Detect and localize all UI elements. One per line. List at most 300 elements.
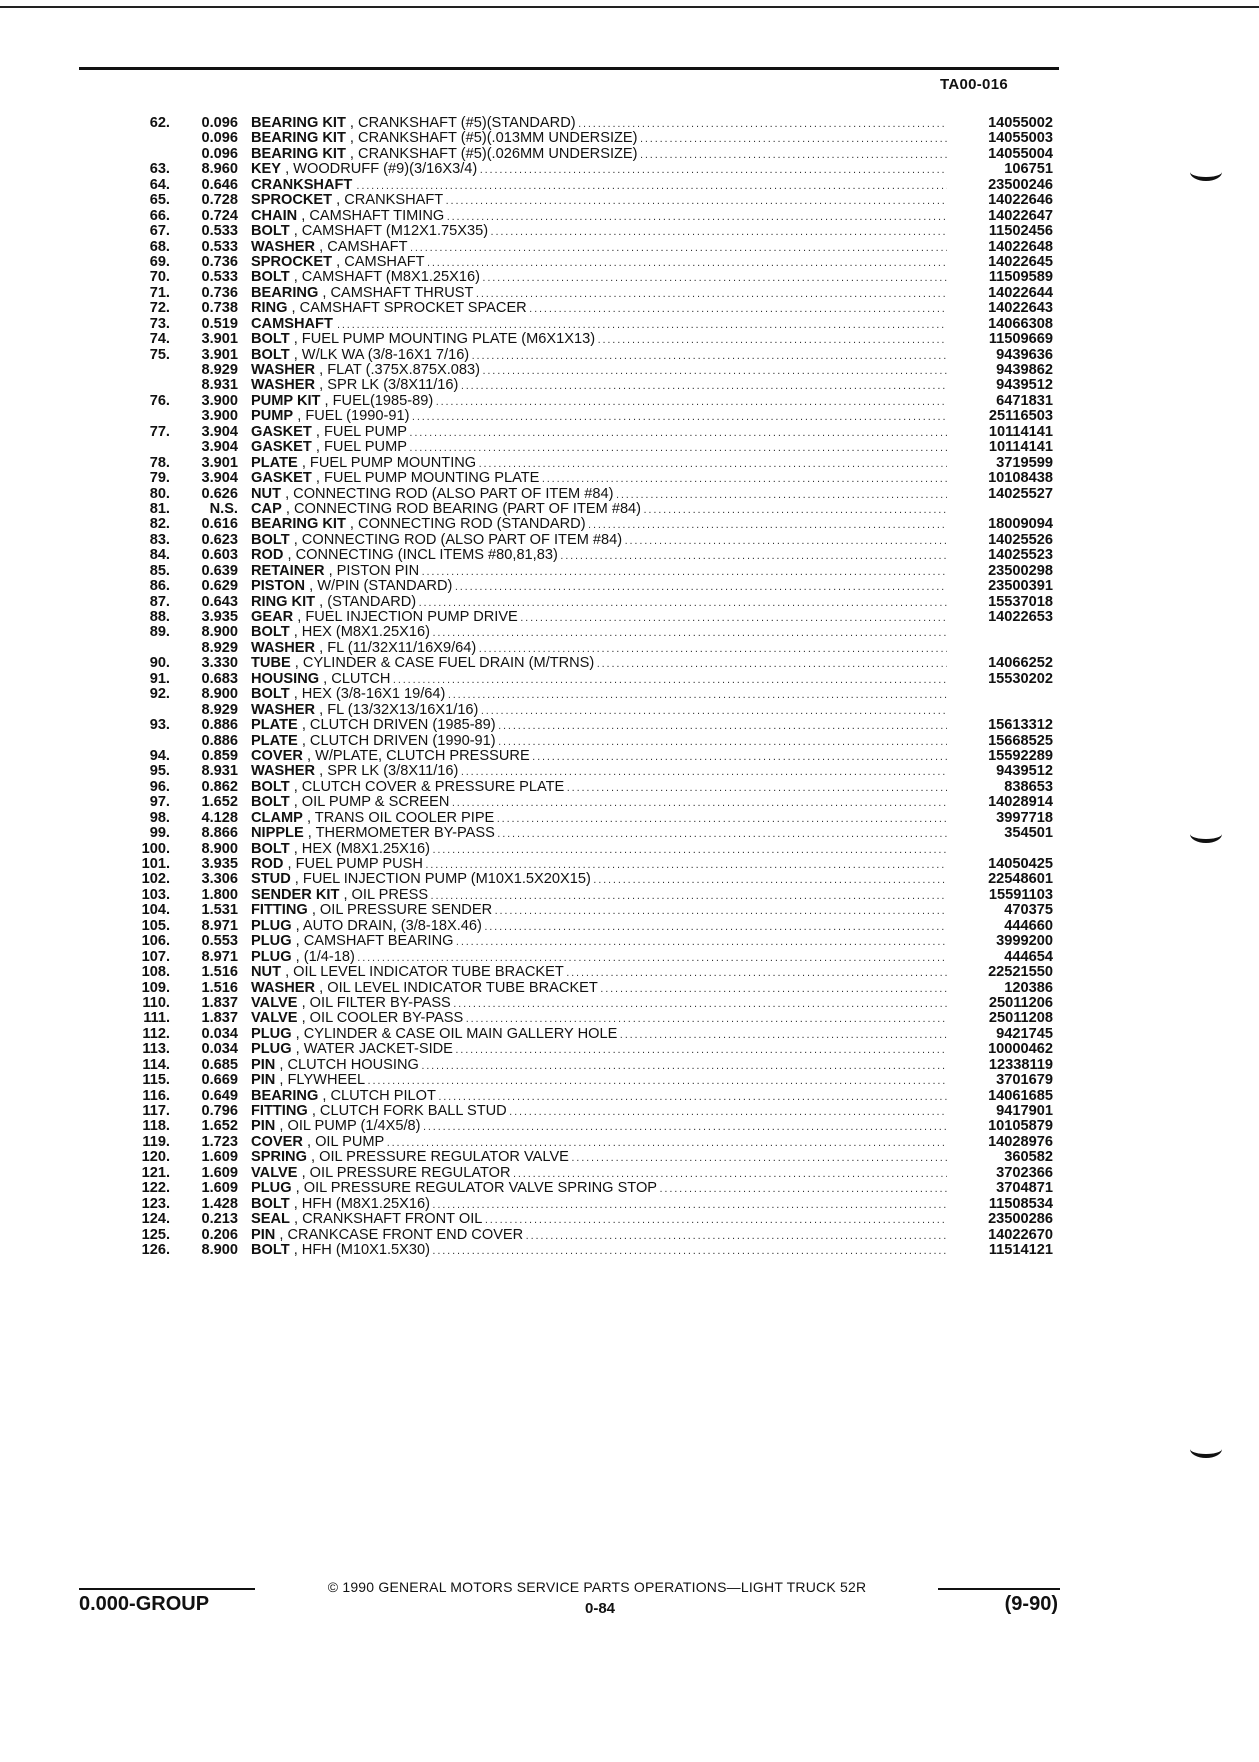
part-number: 11514121 bbox=[988, 1241, 1053, 1258]
part-row bbox=[0, 1212, 1259, 1227]
part-number: 15668525 bbox=[988, 732, 1053, 749]
part-name: SPROCKET bbox=[251, 193, 333, 209]
part-description-text: , CRANKSHAFT FRONT OIL bbox=[293, 1212, 483, 1228]
group-number: 0.886 bbox=[201, 732, 238, 749]
part-number: 14022643 bbox=[988, 300, 1053, 317]
part-number: 120386 bbox=[1004, 979, 1053, 996]
part-number: 9439512 bbox=[996, 763, 1053, 780]
part-description bbox=[251, 1181, 947, 1197]
group-number: 8.931 bbox=[201, 763, 238, 780]
group-number: 3.901 bbox=[201, 331, 238, 348]
part-number: 3701679 bbox=[996, 1072, 1053, 1089]
item-number: 122. bbox=[141, 1180, 170, 1197]
part-description bbox=[251, 1027, 947, 1043]
part-description-text: , W/PLATE, CLUTCH PRESSURE bbox=[306, 748, 530, 764]
part-description-text: , SPR LK (3/8X11/16) bbox=[319, 764, 459, 780]
part-row bbox=[0, 378, 1259, 393]
group-number: 0.646 bbox=[201, 176, 238, 193]
part-description-text: , OIL PRESS bbox=[343, 887, 429, 903]
group-number: 0.096 bbox=[201, 115, 238, 131]
part-row bbox=[0, 1243, 1259, 1258]
part-description-text: , CAMSHAFT bbox=[319, 239, 408, 255]
part-name: ROD bbox=[251, 857, 284, 872]
part-number: 25011206 bbox=[988, 994, 1053, 1011]
footer-rule-right bbox=[938, 1588, 1060, 1590]
part-description bbox=[251, 270, 947, 286]
part-number: 14025527 bbox=[988, 485, 1053, 502]
part-name: PLATE bbox=[251, 733, 298, 749]
part-name: PLUG bbox=[251, 918, 292, 934]
part-description bbox=[251, 579, 947, 595]
item-number: 93. bbox=[149, 717, 170, 734]
part-row bbox=[0, 131, 1259, 146]
part-description bbox=[251, 595, 947, 611]
part-number: 10105879 bbox=[988, 1118, 1053, 1135]
part-name: WASHER bbox=[251, 702, 316, 718]
item-number: 83. bbox=[149, 531, 170, 548]
part-number: 14025523 bbox=[988, 547, 1053, 564]
part-description-text: , CAMSHAFT THRUST bbox=[322, 285, 474, 301]
item-number: 119. bbox=[142, 1133, 170, 1150]
part-number: 12338119 bbox=[988, 1056, 1053, 1073]
item-number: 68. bbox=[149, 238, 170, 255]
part-description-text: , CLUTCH HOUSING bbox=[279, 1057, 419, 1073]
part-description-text: , SPR LK (3/8X11/16) bbox=[319, 378, 459, 394]
part-description bbox=[251, 548, 947, 564]
part-number: 14050425 bbox=[988, 856, 1053, 872]
group-number: 0.519 bbox=[201, 315, 238, 332]
group-number: 0.738 bbox=[201, 300, 238, 317]
group-number: 3.904 bbox=[201, 470, 238, 487]
part-row bbox=[0, 255, 1259, 270]
part-description-text: , CONNECTING ROD (ALSO PART OF ITEM #84) bbox=[293, 532, 623, 548]
group-number: 3.306 bbox=[201, 871, 238, 888]
part-row bbox=[0, 409, 1259, 424]
group-number: 1.652 bbox=[201, 794, 238, 811]
part-name: BEARING bbox=[251, 1088, 319, 1104]
part-name: BOLT bbox=[251, 224, 290, 240]
part-name: KEY bbox=[251, 162, 282, 178]
footer-rule-left bbox=[79, 1588, 255, 1590]
part-row bbox=[0, 1119, 1259, 1134]
part-description-text: , CONNECTING ROD (ALSO PART OF ITEM #84) bbox=[285, 486, 614, 502]
part-row bbox=[0, 425, 1259, 440]
part-name: PLUG bbox=[251, 949, 292, 965]
part-number: 14022653 bbox=[988, 609, 1053, 625]
group-number: 1.800 bbox=[201, 886, 238, 903]
item-number: 69. bbox=[149, 253, 170, 270]
part-name: PIN bbox=[251, 1073, 276, 1089]
part-row bbox=[0, 965, 1259, 980]
part-row bbox=[0, 780, 1259, 795]
group-number: 0.626 bbox=[201, 485, 238, 502]
part-row bbox=[0, 517, 1259, 532]
footer-group-label: 0.000-GROUP bbox=[79, 1593, 210, 1615]
part-name: BEARING KIT bbox=[251, 131, 346, 147]
part-name: PLUG bbox=[251, 1026, 292, 1042]
part-description-text: , CAMSHAFT bbox=[336, 254, 425, 270]
item-number: 84. bbox=[149, 547, 170, 564]
item-number: 64. bbox=[149, 176, 170, 193]
part-name: PIN bbox=[251, 1057, 276, 1073]
group-number: 3.904 bbox=[201, 439, 238, 456]
part-row bbox=[0, 286, 1259, 301]
part-row bbox=[0, 687, 1259, 702]
group-number: 8.929 bbox=[201, 639, 238, 656]
part-description-text: , OIL PRESSURE SENDER bbox=[311, 903, 493, 919]
part-row bbox=[0, 1197, 1259, 1212]
item-number: 102. bbox=[141, 871, 170, 888]
part-description bbox=[251, 131, 947, 147]
group-number: 3.904 bbox=[201, 423, 238, 440]
part-name: BOLT bbox=[251, 687, 290, 703]
part-number: 444654 bbox=[1004, 948, 1053, 965]
part-description bbox=[251, 1011, 947, 1027]
item-number: 66. bbox=[149, 207, 170, 224]
part-number: 14055002 bbox=[988, 115, 1053, 131]
part-description bbox=[251, 1228, 947, 1244]
part-row bbox=[0, 224, 1259, 239]
part-number: 15591103 bbox=[988, 886, 1053, 903]
part-description bbox=[251, 826, 947, 842]
part-number: 6471831 bbox=[996, 392, 1053, 409]
item-number: 90. bbox=[149, 655, 170, 672]
group-number: 0.553 bbox=[201, 933, 238, 950]
item-number: 110. bbox=[142, 994, 170, 1011]
part-name: HOUSING bbox=[251, 671, 320, 687]
part-description-text: , TRANS OIL COOLER PIPE bbox=[306, 810, 495, 826]
part-number: 11509589 bbox=[988, 269, 1053, 286]
part-name: RING KIT bbox=[251, 594, 316, 610]
group-number: 0.096 bbox=[201, 145, 238, 162]
part-description bbox=[251, 981, 947, 997]
item-number: 114. bbox=[142, 1056, 170, 1073]
part-row bbox=[0, 749, 1259, 764]
group-number: 8.866 bbox=[201, 825, 238, 842]
group-number: 0.685 bbox=[201, 1056, 238, 1073]
part-row bbox=[0, 888, 1259, 903]
part-description bbox=[251, 965, 947, 981]
group-number: 3.901 bbox=[201, 454, 238, 471]
part-description bbox=[251, 1042, 947, 1058]
part-number: 14055003 bbox=[988, 130, 1053, 147]
item-number: 95. bbox=[149, 763, 170, 780]
part-description-text: , CONNECTING (INCL ITEMS #80,81,83) bbox=[287, 548, 558, 564]
group-number: 0.639 bbox=[201, 562, 238, 579]
part-description-text: , HFH (M8X1.25X16) bbox=[293, 1196, 430, 1212]
part-number: 25011208 bbox=[988, 1010, 1053, 1027]
part-number: 9417901 bbox=[996, 1103, 1053, 1119]
part-description-text: , PISTON PIN bbox=[328, 563, 420, 579]
part-description-text: , FUEL PUMP MOUNTING bbox=[301, 455, 477, 471]
part-number: 838653 bbox=[1004, 778, 1053, 795]
group-number: 1.531 bbox=[201, 902, 238, 919]
part-name: BEARING KIT bbox=[251, 517, 346, 533]
part-description bbox=[251, 409, 947, 425]
item-number: 101. bbox=[141, 856, 170, 872]
part-name: BEARING bbox=[251, 285, 319, 301]
part-description-text: , CAMSHAFT (M8X1.25X16) bbox=[293, 270, 480, 286]
group-number: 3.900 bbox=[201, 408, 238, 425]
part-name: ROD bbox=[251, 548, 284, 564]
item-number: 103. bbox=[141, 886, 170, 903]
item-number: 89. bbox=[149, 624, 170, 641]
part-description bbox=[251, 1197, 947, 1213]
part-description-text: , CAMSHAFT TIMING bbox=[301, 208, 445, 224]
part-number: 14028914 bbox=[988, 794, 1053, 811]
part-description bbox=[251, 857, 947, 873]
item-number: 79. bbox=[149, 470, 170, 487]
part-number: 14022645 bbox=[988, 253, 1053, 270]
part-name: BOLT bbox=[251, 1242, 290, 1258]
group-number: 1.516 bbox=[201, 964, 238, 981]
item-number: 126. bbox=[141, 1241, 170, 1258]
group-number: 8.900 bbox=[201, 624, 238, 641]
part-row bbox=[0, 1166, 1259, 1181]
part-description-text: , OIL PUMP bbox=[306, 1134, 385, 1150]
part-description bbox=[251, 147, 947, 163]
part-description bbox=[251, 332, 947, 348]
part-number: 3997718 bbox=[996, 809, 1053, 826]
part-description-text: , HEX (3/8-16X1 19/64) bbox=[293, 687, 446, 703]
part-row bbox=[0, 764, 1259, 779]
group-number: 8.931 bbox=[201, 377, 238, 394]
part-description-text: , THERMOMETER BY-PASS bbox=[307, 826, 495, 842]
item-number: 116. bbox=[142, 1087, 170, 1104]
part-description-text: , HEX (M8X1.25X16) bbox=[293, 625, 430, 641]
part-description-text: , CLUTCH DRIVEN (1985-89) bbox=[301, 718, 496, 734]
part-number: 9439862 bbox=[996, 362, 1053, 378]
part-description bbox=[251, 672, 947, 688]
group-number: 3.935 bbox=[201, 609, 238, 625]
part-row bbox=[0, 363, 1259, 378]
part-number: 14066308 bbox=[988, 315, 1053, 332]
part-name: PLATE bbox=[251, 718, 298, 734]
part-row bbox=[0, 981, 1259, 996]
part-number: 15530202 bbox=[988, 670, 1053, 687]
item-number: 107. bbox=[141, 948, 170, 965]
part-description bbox=[251, 703, 947, 719]
group-number: 0.736 bbox=[201, 284, 238, 301]
item-number: 88. bbox=[149, 609, 170, 625]
part-description bbox=[251, 517, 947, 533]
group-number: 8.900 bbox=[201, 840, 238, 857]
page-number: 0-84 bbox=[584, 1600, 616, 1617]
item-number: 106. bbox=[141, 933, 170, 950]
part-name: COVER bbox=[251, 748, 303, 764]
group-number: 0.213 bbox=[201, 1211, 238, 1228]
group-number: 0.603 bbox=[201, 547, 238, 564]
part-name: BOLT bbox=[251, 532, 290, 548]
group-number: 3.935 bbox=[201, 856, 238, 872]
part-number: 14061685 bbox=[988, 1087, 1053, 1104]
part-description bbox=[251, 1243, 947, 1259]
part-row bbox=[0, 934, 1259, 949]
group-number: 0.886 bbox=[201, 717, 238, 734]
part-row bbox=[0, 1089, 1259, 1104]
part-number: 23500298 bbox=[988, 562, 1053, 579]
part-name: GASKET bbox=[251, 440, 312, 456]
part-row bbox=[0, 301, 1259, 316]
part-description bbox=[251, 888, 947, 904]
part-description bbox=[251, 610, 947, 626]
part-name: PLUG bbox=[251, 934, 292, 950]
item-number: 104. bbox=[141, 902, 170, 919]
part-name: NUT bbox=[251, 965, 281, 981]
part-description-text: , CRANKSHAFT (#5)(.013MM UNDERSIZE) bbox=[349, 131, 638, 147]
group-number: 0.096 bbox=[201, 130, 238, 147]
part-description bbox=[251, 811, 947, 827]
part-number: 9439512 bbox=[996, 377, 1053, 394]
part-description bbox=[251, 641, 947, 657]
part-row bbox=[0, 270, 1259, 285]
part-name: GASKET bbox=[251, 424, 312, 440]
part-description bbox=[251, 718, 947, 734]
part-description-text: , OIL COOLER BY-PASS bbox=[301, 1011, 464, 1027]
part-number: 14066252 bbox=[988, 655, 1053, 672]
part-name: SPROCKET bbox=[251, 254, 333, 270]
part-name: PLUG bbox=[251, 1181, 292, 1197]
part-description-text: , OIL PRESSURE REGULATOR bbox=[301, 1165, 511, 1181]
part-number: 11508534 bbox=[988, 1195, 1053, 1212]
part-row bbox=[0, 703, 1259, 718]
part-description-text: , CRANKCASE FRONT END COVER bbox=[279, 1227, 524, 1243]
part-name: CRANKSHAFT bbox=[251, 177, 353, 193]
group-number: 0.533 bbox=[201, 223, 238, 240]
part-number: 23500286 bbox=[988, 1211, 1053, 1228]
item-number: 71. bbox=[149, 284, 170, 301]
part-name: PLUG bbox=[251, 1042, 292, 1058]
part-name: CHAIN bbox=[251, 208, 298, 224]
part-description-text: , FLAT (.375X.875X.083) bbox=[319, 363, 481, 378]
group-number: 0.796 bbox=[201, 1103, 238, 1119]
part-description bbox=[251, 471, 947, 487]
group-number: 0.728 bbox=[201, 192, 238, 209]
group-number: N.S. bbox=[209, 500, 238, 517]
part-description bbox=[251, 193, 947, 209]
item-number: 111. bbox=[143, 1010, 170, 1027]
part-name: PLATE bbox=[251, 455, 298, 471]
part-description-text: , FUEL PUMP PUSH bbox=[287, 857, 423, 872]
part-description bbox=[251, 872, 947, 888]
group-number: 0.669 bbox=[201, 1072, 238, 1089]
part-row bbox=[0, 332, 1259, 347]
part-description-text: , FUEL INJECTION PUMP (M10X1.5X20X15) bbox=[294, 872, 591, 888]
part-name: BOLT bbox=[251, 1196, 290, 1212]
part-description-text: , CONNECTING ROD BEARING (PART OF ITEM #84) bbox=[285, 501, 642, 517]
item-number: 76. bbox=[149, 392, 170, 409]
part-description bbox=[251, 749, 947, 765]
part-name: WASHER bbox=[251, 378, 316, 394]
item-number: 113. bbox=[142, 1041, 170, 1058]
item-number: 86. bbox=[149, 578, 170, 595]
part-row bbox=[0, 734, 1259, 749]
part-row bbox=[0, 1150, 1259, 1165]
part-row bbox=[0, 394, 1259, 409]
part-row bbox=[0, 178, 1259, 193]
part-description-text: , AUTO DRAIN, (3/8-18X.46) bbox=[295, 918, 482, 934]
part-row bbox=[0, 209, 1259, 224]
part-name: BOLT bbox=[251, 841, 290, 857]
part-row bbox=[0, 1104, 1259, 1119]
part-number: 9421745 bbox=[996, 1025, 1053, 1042]
part-description bbox=[251, 487, 947, 503]
part-description-text: , FUEL (1990-91) bbox=[297, 409, 410, 425]
part-description bbox=[251, 996, 947, 1012]
part-name: VALVE bbox=[251, 995, 298, 1011]
document-code: TA00-016 bbox=[940, 76, 1008, 93]
item-number: 62. bbox=[149, 115, 170, 131]
part-row bbox=[0, 996, 1259, 1011]
part-name: RETAINER bbox=[251, 563, 325, 579]
part-name: WASHER bbox=[251, 640, 316, 656]
part-name: PUMP KIT bbox=[251, 393, 321, 409]
item-number: 75. bbox=[149, 346, 170, 363]
item-number: 117. bbox=[142, 1103, 170, 1119]
header-rule bbox=[79, 67, 1059, 70]
part-name: SPRING bbox=[251, 1150, 307, 1166]
part-name: BOLT bbox=[251, 332, 290, 348]
part-description bbox=[251, 934, 947, 950]
item-number: 70. bbox=[149, 269, 170, 286]
part-name: BEARING KIT bbox=[251, 146, 346, 162]
part-description bbox=[251, 1073, 947, 1089]
group-number: 0.736 bbox=[201, 253, 238, 270]
part-description bbox=[251, 502, 947, 518]
part-row bbox=[0, 795, 1259, 810]
item-number: 85. bbox=[149, 562, 170, 579]
part-description-text: , OIL PRESSURE REGULATOR VALVE SPRING STOP bbox=[295, 1181, 658, 1197]
part-number: 106751 bbox=[1004, 161, 1053, 178]
group-number: 0.862 bbox=[201, 778, 238, 795]
part-row bbox=[0, 872, 1259, 887]
part-description-text: , CAMSHAFT (M12X1.75X35) bbox=[293, 224, 489, 240]
part-description bbox=[251, 1212, 947, 1228]
part-description-text: , OIL PUMP & SCREEN bbox=[293, 795, 450, 811]
part-name: PIN bbox=[251, 1119, 276, 1135]
part-number: 14028976 bbox=[988, 1133, 1053, 1150]
part-number: 14022648 bbox=[988, 238, 1053, 255]
part-number: 15592289 bbox=[988, 747, 1053, 764]
part-name: BOLT bbox=[251, 779, 290, 795]
part-row bbox=[0, 1011, 1259, 1026]
group-number: 1.723 bbox=[201, 1133, 238, 1150]
item-number: 123. bbox=[141, 1195, 170, 1212]
part-description-text: , FUEL INJECTION PUMP DRIVE bbox=[297, 610, 518, 625]
part-number: 15613312 bbox=[988, 717, 1053, 734]
part-name: PISTON bbox=[251, 579, 306, 595]
part-description-text: , CRANKSHAFT (#5)(.026MM UNDERSIZE) bbox=[349, 146, 638, 162]
group-number: 3.330 bbox=[201, 655, 238, 672]
part-number: 10000462 bbox=[988, 1041, 1053, 1058]
part-name: BOLT bbox=[251, 270, 290, 286]
part-number: 3704871 bbox=[996, 1180, 1053, 1197]
part-row bbox=[0, 625, 1259, 640]
group-number: 0.683 bbox=[201, 670, 238, 687]
part-number: 14022670 bbox=[988, 1226, 1053, 1243]
part-number: 10108438 bbox=[988, 470, 1053, 487]
part-description-text: , CLUTCH COVER & PRESSURE PLATE bbox=[293, 779, 565, 795]
part-description bbox=[251, 456, 947, 472]
part-row bbox=[0, 1228, 1259, 1243]
group-number: 4.128 bbox=[201, 809, 238, 826]
part-description bbox=[251, 950, 947, 966]
group-number: 0.533 bbox=[201, 269, 238, 286]
part-description-text: , OIL LEVEL INDICATOR TUBE BRACKET bbox=[319, 980, 598, 996]
group-number: 1.837 bbox=[201, 994, 238, 1011]
item-number: 92. bbox=[149, 686, 170, 703]
part-name: CAP bbox=[251, 501, 282, 517]
